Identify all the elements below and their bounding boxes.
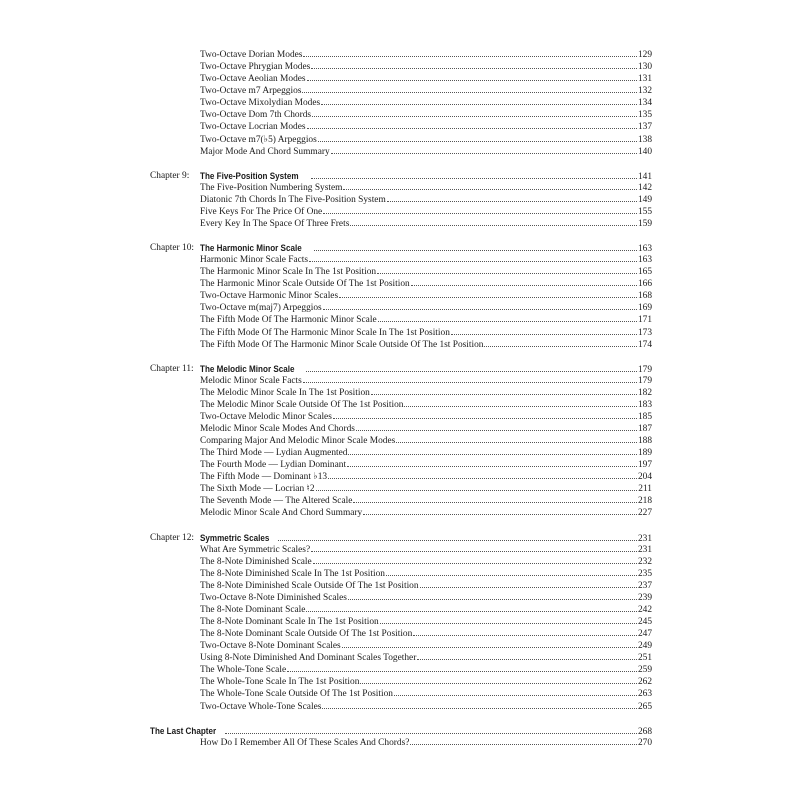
toc-entry-row [0,568,800,580]
entry-title: The Seventh Mode — The Altered Scale [200,496,353,507]
toc-entry [200,339,652,351]
toc-entry-row [0,97,800,109]
page-number: 247 [637,629,652,640]
page-number: 179 [637,364,652,375]
entry-title: Two-Octave m7(♭5) Arpeggios [200,134,317,145]
dot-leader [323,309,637,310]
toc-entry [200,146,652,158]
page-number: 245 [637,617,652,627]
toc-entry [200,737,652,749]
toc-entry [200,701,652,713]
dot-leader [307,128,637,129]
page-number: 132 [637,86,652,97]
page-number: 262 [637,677,652,688]
page-number: 165 [637,267,652,278]
page-number: 134 [637,98,652,109]
toc-entry-row [0,314,800,326]
toc-entry [200,134,652,146]
dot-leader [309,261,637,262]
chapter-label: Chapter 10: [150,243,195,253]
chapter-heading-row [0,725,800,737]
toc-entry [200,194,652,206]
entry-title: The Whole-Tone Scale Outside Of The 1st Position [200,689,393,700]
chapter-heading-row [0,532,800,544]
entry-title: Two-Octave 8-Note Dominant Scales [200,641,341,652]
chapter-heading-row [0,363,800,375]
chapter-title: The Last Chapter [150,725,217,736]
page-number: 135 [637,110,652,121]
entry-title: Five Keys For The Price Of One [200,206,323,217]
toc-entry [200,375,652,387]
page-number: 179 [637,375,652,386]
chapter-heading [200,363,652,376]
entry-title: The Fourth Mode — Lydian Dominant [200,460,347,471]
page-number: 142 [637,182,652,193]
entry-title: Two-Octave Dorian Modes [200,50,303,60]
toc-entry-row [0,375,800,387]
page-number: 159 [637,218,652,229]
dot-leader [420,587,637,588]
page-number: 231 [637,544,652,555]
toc-entry [200,628,652,640]
entry-title: Major Mode And Chord Summary [200,146,330,157]
entry-title: The 8-Note Diminished Scale In The 1st Position [200,568,385,579]
toc-entry [200,85,652,97]
chapter-label: Chapter 11: [150,363,194,374]
page-number: 204 [637,472,652,483]
page-number: 130 [637,62,652,73]
dot-leader [307,80,637,81]
toc-entry-row [0,652,800,664]
entry-title: Two-Octave Phrygian Modes [200,62,311,73]
toc-entry-row [0,266,800,278]
page-number: 183 [637,399,652,410]
dot-leader [347,466,637,467]
page-number: 189 [637,448,652,459]
dot-leader [287,671,637,672]
chapter-label: Chapter 12: [150,532,195,543]
page-number: 188 [637,436,652,446]
dot-leader [378,321,637,322]
toc-entry-row [0,206,800,218]
entry-title: Two-Octave Harmonic Minor Scales [200,291,339,302]
page-number: 268 [637,726,652,737]
dot-leader [302,92,637,93]
entry-title: The 8-Note Diminished Scale Outside Of The 1st Position [200,580,419,591]
toc-entry-row [0,254,800,266]
toc-entry-row [0,604,800,616]
page-number: 197 [637,460,652,471]
toc-entry [200,435,652,447]
entry-title: Using 8-Note Diminished And Dominant Scales Together [200,653,417,664]
toc-entry-row [0,182,800,194]
dot-leader [339,297,637,298]
toc-entry [200,387,652,399]
toc-entry [200,182,652,194]
toc-entry-row [0,290,800,302]
entry-title: Every Key In The Space Of Three Frets [200,218,350,229]
page-number: 237 [637,580,652,591]
toc-entry [200,266,652,278]
toc-entry-row [0,387,800,399]
dot-leader [484,346,636,347]
page-number: 137 [637,122,652,133]
dot-leader [360,683,637,684]
chapter-title: The Harmonic Minor Scale [200,243,302,253]
toc-entry [200,278,652,290]
dot-leader [386,575,637,576]
dot-leader [311,178,637,179]
toc-entry-row [0,339,800,351]
entry-title: Comparing Major And Melodic Minor Scale Modes [200,436,396,446]
toc-entry-row [0,85,800,97]
page-number: 242 [637,604,652,615]
dot-leader [353,502,637,503]
page-number: 182 [637,387,652,398]
toc-entry [200,616,652,628]
toc-entry-row [0,399,800,411]
entry-title: Diatonic 7th Chords In The Five-Position System [200,194,386,205]
toc-entry [200,399,652,411]
toc-entry-row [0,507,800,519]
entry-title: The Harmonic Minor Scale In The 1st Position [200,267,377,278]
toc-entry-row [0,580,800,592]
toc-entry [200,664,652,676]
toc-entry [200,314,652,326]
toc-entry [200,121,652,133]
entry-title: Two-Octave Dom 7th Chords [200,110,312,121]
dot-leader [350,225,637,226]
dot-leader [306,371,637,372]
page-number: 141 [637,171,652,182]
entry-title: Melodic Minor Scale Facts [200,375,302,386]
entry-title: The Harmonic Minor Scale Outside Of The 1st Position [200,279,410,290]
dot-leader [316,490,638,491]
chapter-label: Chapter 9: [150,170,190,181]
entry-title: The Whole-Tone Scale In The 1st Position [200,677,360,688]
entry-title: The Five-Position Numbering System [200,182,343,193]
dot-leader [333,418,637,419]
toc-entry [200,302,652,314]
page-number: 174 [637,339,652,350]
entry-title: Harmonic Minor Scale Facts [200,255,309,265]
dot-leader [322,708,637,709]
toc-entry-row [0,544,800,556]
toc-entry-row [0,302,800,314]
toc-entry-row [0,592,800,604]
toc-entry [200,556,652,568]
dot-leader [303,56,637,57]
chapter-title: Symmetric Scales [200,532,270,543]
toc-entry-row [0,134,800,146]
entry-title: The 8-Note Dominant Scale In The 1st Position [200,617,379,627]
toc-entry-row [0,49,800,61]
toc-entry-row [0,121,800,133]
entry-title: Two-Octave m7 Arpeggios [200,86,302,97]
toc-entry [200,290,652,302]
toc-entry-row [0,73,800,85]
chapter-heading [200,532,652,545]
dot-leader [318,141,637,142]
entry-title: The Melodic Minor Scale In The 1st Position [200,387,370,398]
page-number: 149 [637,194,652,205]
dot-leader [396,442,637,443]
page-number: 265 [637,701,652,712]
toc-entry-row [0,218,800,230]
page-number: 138 [637,134,652,145]
toc-entry [200,73,652,85]
toc-entry [200,218,652,230]
toc-entry [200,580,652,592]
entry-title: Two-Octave Mixolydian Modes [200,98,321,109]
entry-title: Melodic Minor Scale Modes And Chords [200,424,355,434]
entry-title: Two-Octave 8-Note Diminished Scales [200,592,347,603]
dot-leader [342,647,637,648]
dot-leader [348,599,637,600]
toc-entry [200,676,652,688]
dot-leader [394,695,637,696]
page-number: 235 [637,568,652,579]
page-number: 232 [637,556,652,567]
toc-entry [200,411,652,423]
page-number: 185 [637,411,652,422]
chapter-heading-row [0,170,800,182]
entry-title: The Fifth Mode Of The Harmonic Minor Scale Outside Of The 1st Position [200,339,484,350]
dot-leader [328,478,637,479]
dot-leader [404,406,636,407]
page-number: 168 [637,291,652,302]
page-number: 169 [637,303,652,314]
toc-entry-row [0,278,800,290]
page-number: 163 [637,244,652,254]
toc-entry-row [0,109,800,121]
dot-leader [377,273,637,274]
page-number: 259 [637,665,652,676]
page-number: 263 [637,689,652,700]
dot-leader [410,744,637,745]
entry-title: The Sixth Mode — Locrian ♮2 [200,484,315,495]
dot-leader [387,201,637,202]
dot-leader [343,189,636,190]
toc-entry-row [0,616,800,628]
dot-leader [323,213,637,214]
toc-entry [200,327,652,339]
page-number: 231 [637,533,652,544]
dot-leader [331,153,637,154]
entry-title: The Third Mode — Lydian Augmented [200,448,348,459]
entry-title: Two-Octave Locrian Modes [200,122,306,133]
toc-entry [200,495,652,507]
page-number: 249 [637,641,652,652]
page-number: 187 [637,424,652,434]
toc-entry-row [0,459,800,471]
toc-entry-row [0,411,800,423]
entry-title: What Are Symmetric Scales? [200,544,311,555]
toc-entry-row [0,327,800,339]
page-number: 171 [637,315,652,326]
toc-entry [200,640,652,652]
entry-title: The 8-Note Diminished Scale [200,556,312,567]
toc-entry [200,459,652,471]
toc-entry-row [0,495,800,507]
dot-leader [311,68,637,69]
page-number: 211 [638,484,652,495]
dot-leader [417,659,637,660]
entry-title: Two-Octave Melodic Minor Scales [200,411,332,422]
dot-leader [348,454,636,455]
toc-entry [200,652,652,664]
chapter-heading [200,170,652,183]
dot-leader [312,116,637,117]
dot-leader [313,563,637,564]
page-number: 173 [637,327,652,338]
dot-leader [413,635,637,636]
toc-entry-row [0,628,800,640]
toc-entry [200,688,652,700]
entry-title: The 8-Note Dominant Scale Outside Of The 1st Position [200,629,413,640]
page-number: 131 [637,74,652,85]
toc-entry [200,447,652,459]
entry-title: The 8-Note Dominant Scale [200,604,306,615]
toc-entry-row [0,194,800,206]
toc-entry-row [0,483,800,495]
toc-entry-row [0,471,800,483]
entry-title: The Fifth Mode Of The Harmonic Minor Scale [200,315,377,326]
dot-leader [411,285,637,286]
dot-leader [356,430,637,431]
page-number: 163 [637,255,652,265]
toc-entry-row [0,664,800,676]
toc-entry [200,206,652,218]
toc-entry-row [0,556,800,568]
dot-leader [321,104,637,105]
toc-entry [200,592,652,604]
chapter-title: The Melodic Minor Scale [200,363,295,374]
page-number: 270 [637,737,652,748]
page-number: 140 [637,146,652,157]
toc-entry [200,471,652,483]
toc-entry [200,97,652,109]
chapter-title: The Five-Position System [200,170,299,181]
toc-entry-row [0,737,800,749]
toc-entry [200,61,652,73]
entry-title: The Melodic Minor Scale Outside Of The 1st Position [200,399,404,410]
toc-entry [200,544,652,556]
toc-entry-row [0,701,800,713]
toc-entry-row [0,435,800,447]
chapter-heading-row [0,242,800,254]
dot-leader [311,551,637,552]
entry-title: Two-Octave Whole-Tone Scales [200,701,322,712]
toc-entry [200,604,652,616]
toc-entry [200,568,652,580]
dot-leader [451,334,637,335]
toc-entry [200,109,652,121]
dot-leader [306,611,637,612]
entry-title: How Do I Remember All Of These Scales And Chords? [200,737,410,748]
entry-title: The Fifth Mode — Dominant ♭13 [200,472,328,483]
page-number: 166 [637,279,652,290]
toc-entry [200,423,652,435]
toc-entry [200,49,652,61]
page-number: 251 [637,653,652,664]
page-number: 155 [637,206,652,217]
entry-title: The Whole-Tone Scale [200,665,287,676]
toc-entry [200,507,652,519]
toc-entry [200,254,652,266]
toc-entry-row [0,676,800,688]
dot-leader [303,382,637,383]
toc-entry-row [0,423,800,435]
dot-leader [371,394,637,395]
page-number: 129 [637,50,652,60]
dot-leader [278,540,637,541]
dot-leader [380,623,637,624]
toc-entry-row [0,688,800,700]
toc-entry-row [0,146,800,158]
entry-title: Two-Octave Aeolian Modes [200,74,306,85]
toc-entry-row [0,61,800,73]
entry-title: Two-Octave m(maj7) Arpeggios [200,303,322,314]
page-number: 239 [637,592,652,603]
page-number: 227 [637,508,652,519]
toc-entry-row [0,447,800,459]
dot-leader [363,514,637,515]
entry-title: The Fifth Mode Of The Harmonic Minor Scale In The 1st Position [200,327,450,338]
toc-entry [200,483,652,495]
toc-entry-row [0,640,800,652]
dot-leader [225,733,637,734]
entry-title: Melodic Minor Scale And Chord Summary [200,508,363,519]
dot-leader [314,250,637,251]
page-number: 218 [637,496,652,507]
